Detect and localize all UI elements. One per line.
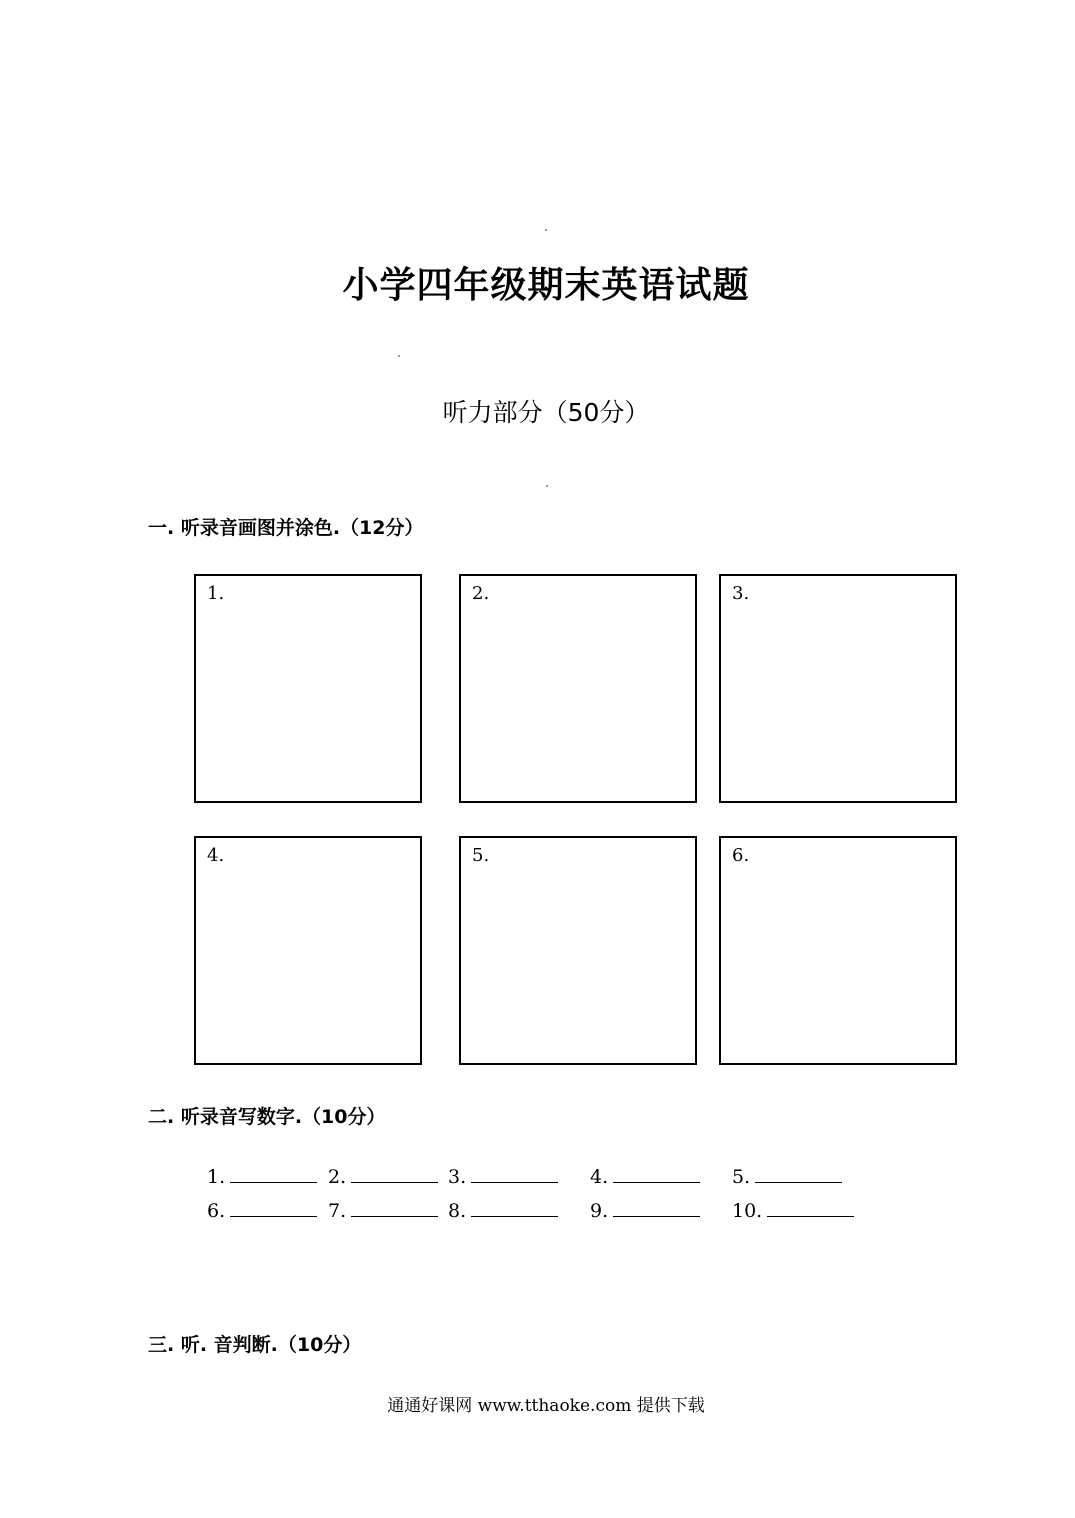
number-item-6 [207,1200,317,1222]
drawing-box-1[interactable] [194,574,422,803]
answer-blank[interactable] [230,1200,317,1217]
item-number: 10. [732,1200,763,1222]
number-item-2 [328,1166,438,1188]
drawing-box-5[interactable] [459,836,697,1065]
number-item-4 [590,1166,700,1188]
item-number: 1. [207,1166,226,1188]
drawing-box-4[interactable] [194,836,422,1065]
item-number: 6. [207,1200,226,1222]
stray-dot [546,485,548,487]
box-label: 2. [472,583,490,604]
page-footer: 通通好课网 www.tthaoke.com 提供下载 [387,1396,705,1416]
number-item-9 [590,1200,700,1222]
drawing-box-6[interactable] [719,836,957,1065]
answer-blank[interactable] [613,1166,700,1183]
page-title: 小学四年级期末英语试题 [342,265,750,306]
item-number: 9. [590,1200,609,1222]
item-number: 3. [448,1166,467,1188]
answer-blank[interactable] [351,1166,438,1183]
box-label: 6. [732,845,750,866]
section-heading-1: 一. 听录音画图并涂色.（12分） [148,517,424,539]
item-number: 7. [328,1200,347,1222]
item-number: 4. [590,1166,609,1188]
stray-dot [398,355,400,357]
number-item-3 [448,1166,558,1188]
answer-blank[interactable] [755,1166,842,1183]
number-item-1 [207,1166,317,1188]
drawing-box-3[interactable] [719,574,957,803]
answer-blank[interactable] [613,1200,700,1217]
item-number: 8. [448,1200,467,1222]
drawing-box-2[interactable] [459,574,697,803]
box-label: 3. [732,583,750,604]
number-item-8 [448,1200,558,1222]
section-heading-3: 三. 听. 音判断.（10分） [148,1334,362,1356]
number-item-5 [732,1166,842,1188]
answer-blank[interactable] [471,1200,558,1217]
number-item-10 [732,1200,854,1222]
item-number: 2. [328,1166,347,1188]
stray-dot [545,229,547,231]
section-heading-2: 二. 听录音写数字.（10分） [148,1106,386,1128]
box-label: 4. [207,845,225,866]
box-label: 1. [207,583,225,604]
item-number: 5. [732,1166,751,1188]
answer-blank[interactable] [230,1166,317,1183]
answer-blank[interactable] [471,1166,558,1183]
page-subtitle: 听力部分（50分） [442,398,650,427]
answer-blank[interactable] [351,1200,438,1217]
answer-blank[interactable] [767,1200,854,1217]
number-item-7 [328,1200,438,1222]
box-label: 5. [472,845,490,866]
